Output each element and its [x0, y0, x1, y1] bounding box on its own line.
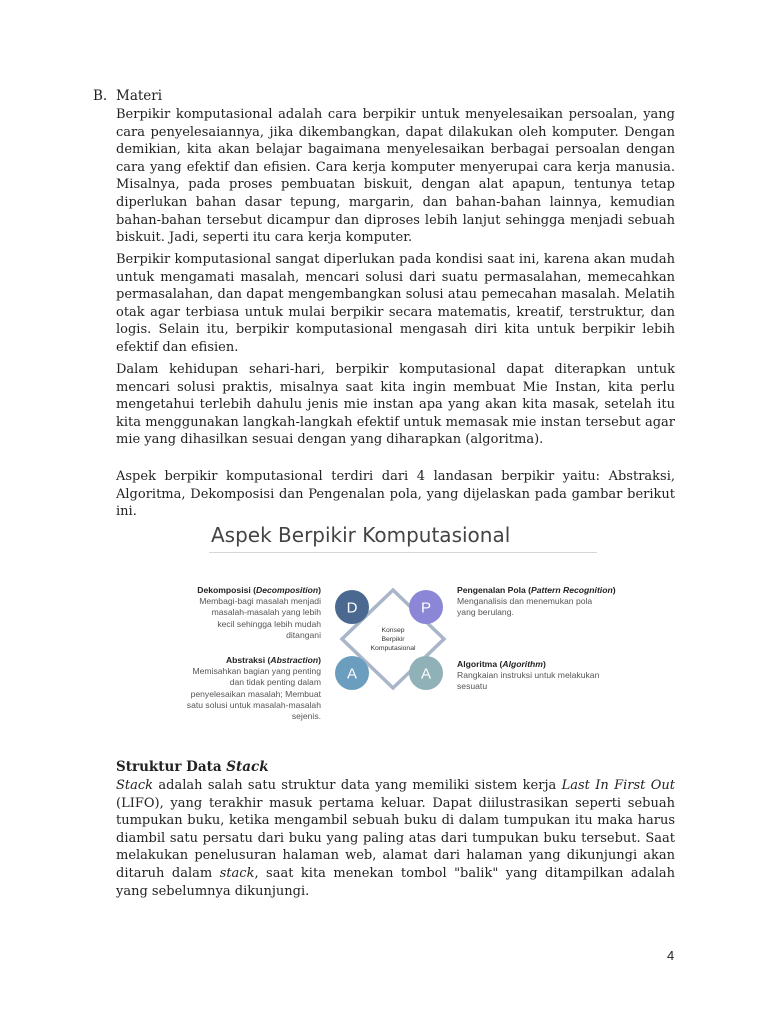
algoritma-heading: Algoritma	[457, 659, 498, 669]
abstraksi-heading-en: Abstraction	[270, 655, 319, 665]
abstraksi-desc-line: penyelesaikan masalah; Membuat	[190, 688, 321, 699]
algoritma-desc-line: sesuatu	[457, 681, 488, 692]
section-letter: B.	[93, 88, 108, 104]
pola-desc-line: yang berulang.	[457, 607, 514, 618]
algoritma-block: Algoritma (Algorithm) Rangkaian instruksi untuk melakukan sesuatu	[457, 659, 617, 693]
abstraksi-heading: Abstraksi	[225, 655, 266, 665]
section-title: Materi	[116, 88, 163, 104]
abstraksi-desc-line: satu solusi untuk masalah-masalah	[186, 699, 321, 710]
stack-heading	[116, 759, 269, 775]
dekomposisi-desc-line: masalah-masalah yang lebih	[211, 607, 321, 618]
concept-diagram	[328, 580, 458, 698]
algoritma-desc-line: Rangkaian instruksi untuk melakukan	[457, 670, 600, 681]
paragraph-2: Berpikir komputasional sangat diperlukan pada kondisi saat ini, karena akan mudah untuk mengamati masalah, mencari solusi dari suatu permasalahan, memecahkan permasalahan, dan dapat mengembangkan solusi atau pemecahan masalah. Melatih otak agar terbiasa untuk mulai berpikir secara matematis, kreatif, terstruktur, dan logis. Selain itu, berpikir komputasional mengasah diri kita untuk berpikir lebih efektif dan efisien.	[116, 252, 675, 355]
stack-text-part: adalah salah satu struktur data yang memiliki sistem kerja	[153, 778, 562, 793]
dekomposisi-heading: Dekomposisi	[197, 585, 251, 595]
pengenalan-pola-block: Pengenalan Pola (Pattern Recognition) Menganalisis dan menemukan pola yang berulang.	[457, 585, 616, 618]
dekomposisi-heading-en: Decomposition	[256, 585, 319, 595]
stack-text-part: stack	[219, 865, 255, 881]
node-a-abstraksi-letter: A	[346, 665, 358, 683]
abstraksi-desc-line: dan tidak penting dalam	[229, 677, 321, 688]
dekomposisi-desc-line: kecil sehingga lebih mudah	[217, 618, 321, 629]
stack-text-part: (LIFO), yang terakhir masuk pertama keluar. Dapat diilustrasikan seperti sebuah tumpukan buku, ketika mengambil sebuah buku di dalam tumpukan itu maka harus diambil satu persatu dari buku yang paling atas dari tumpukan buku tersebut. Saat melakukan penelusuran halaman web, alamat dari halaman yang dikunjungi akan ditaruh dalam	[116, 795, 675, 881]
figure-aspek-berpikir	[176, 517, 619, 737]
dekomposisi-desc-line: ditangani	[286, 629, 321, 640]
figure-title: Aspek Berpikir Komputasional	[211, 523, 511, 547]
stack-text-part: Last In First Out	[561, 778, 675, 793]
node-d-letter: D	[346, 599, 358, 617]
paragraph-1: Berpikir komputasional adalah cara berpikir untuk menyelesaikan persoalan, yang cara penyelesaiannya, jika dikembangkan, dapat dilakukan oleh komputer. Dengan demikian, kita akan belajar bagaimana menyelesaikan berbagai persoalan dengan cara yang efektif dan efisien. Cara kerja komputer menyerupai cara kerja manusia. Misalnya, pada proses pembuatan biskuit, dengan alat apapun, tentunya tetap diperlukan bahan dasar tepung, margarin, dan bahan-bahan lainnya, kemudian bahan-bahan tersebut dicampur dan diproses lebih lanjut sehingga menjadi sebuah biskuit. Jadi, seperti itu cara kerja komputer.	[116, 107, 675, 246]
abstraksi-block: Abstraksi (Abstraction) Memisahkan bagian yang penting dan tidak penting dalam penyelesaikan masalah; Membuat satu solusi untuk masalah-masalah sejenis.	[171, 655, 321, 722]
center-label-line: Berpikir	[381, 636, 405, 643]
center-label-line: Konsep	[381, 627, 405, 634]
pola-heading: Pengenalan Pola	[457, 585, 526, 595]
paragraph-4: Aspek berpikir komputasional terdiri dari 4 landasan berpikir yaitu: Abstraksi, Algoritma, Dekomposisi dan Pengenalan pola, yang dijelaskan pada gambar berikut ini.	[116, 469, 675, 520]
abstraksi-desc-line: sejenis.	[291, 711, 321, 722]
stack-heading-prefix: Struktur Data	[116, 759, 227, 775]
figure-divider	[209, 552, 597, 553]
dekomposisi-desc-line: Membagi-bagi masalah menjadi	[199, 596, 321, 607]
stack-heading-italic: Stack	[226, 759, 269, 775]
stack-text-part: , saat kita menekan tombol "balik" yang ditampilkan adalah yang sebelumnya dikunjungi.	[116, 865, 675, 899]
abstraksi-desc-line: Memisahkan bagian yang penting	[192, 666, 321, 677]
page-number: 4	[667, 948, 675, 963]
node-p-letter: P	[420, 599, 432, 617]
algoritma-heading-en: Algorithm	[502, 659, 543, 669]
node-a-algoritma-letter: A	[420, 665, 432, 683]
stack-text-part: Stack	[116, 778, 154, 793]
pola-heading-en: Pattern Recognition	[531, 585, 613, 595]
stack-paragraph	[116, 777, 675, 900]
dekomposisi-block: Dekomposisi (Decomposition) Membagi-bagi masalah menjadi masalah-masalah yang lebih kecil sehingga lebih mudah ditangani	[171, 585, 321, 641]
center-label-line: Komputasional	[370, 645, 416, 652]
paragraph-3: Dalam kehidupan sehari-hari, berpikir komputasional dapat diterapkan untuk mencari solusi praktis, misalnya saat kita ingin membuat Mie Instan, kita perlu mengetahui terlebih dahulu jenis mie instan apa yang akan kita masak, setelah itu kita menggunakan langkah-langkah efektif untuk memasak mie instan tersebut agar mie yang dihasilkan sesuai dengan yang diharapkan (algoritma).	[116, 362, 675, 448]
pola-desc-line: Menganalisis dan menemukan pola	[457, 596, 593, 607]
